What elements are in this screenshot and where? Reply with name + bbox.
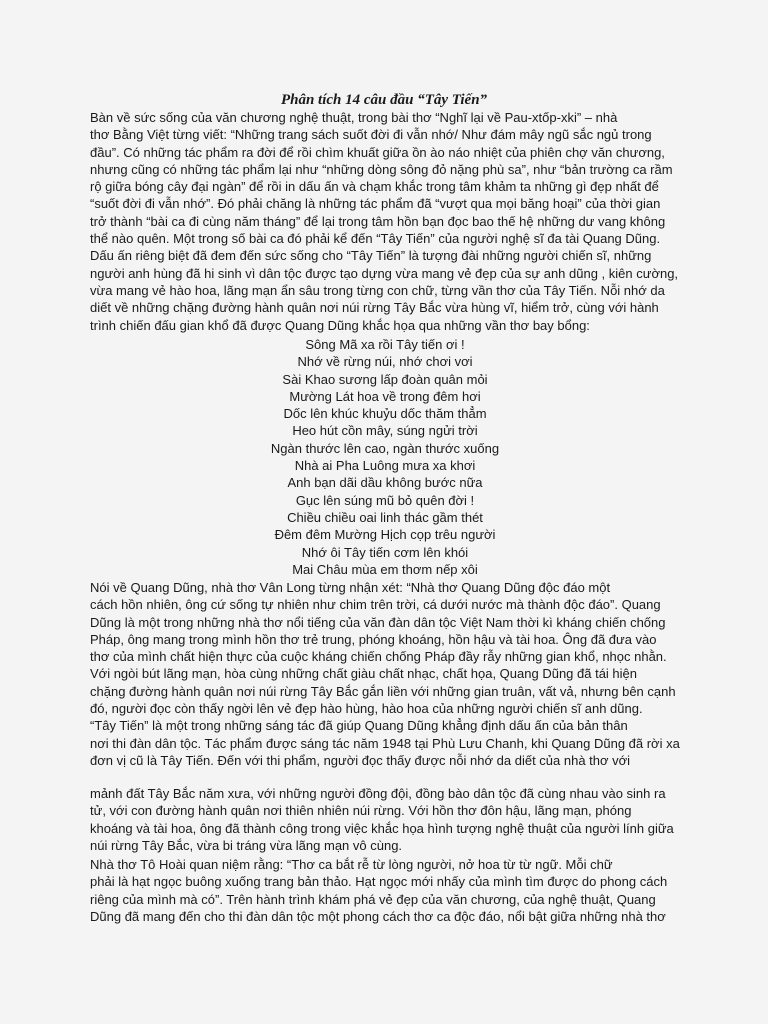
- text-line: người anh hùng đã hi sinh vì dân tộc được tạo dựng vừa mang vẻ đẹp của sự anh dũng , kiên cường,: [90, 265, 679, 281]
- text-line: Nhà thơ Tô Hoài quan niệm rằng: “Thơ ca bắt rễ từ lòng người, nở hoa từ từ ngữ. Mỗi chữ: [90, 857, 613, 872]
- poem-line: Sông Mã xa rồi Tây tiến ơi !: [305, 337, 465, 352]
- text-line: núi rừng Tây Bắc, vừa bi tráng vừa lãng mạn vô cùng.: [90, 837, 403, 853]
- text-line: Bàn về sức sống của văn chương nghệ thuật, trong bài thơ “Nghĩ lại về Pau-xtốp-xki” – nhà: [90, 110, 618, 125]
- poem-line: Chiều chiều oai linh thác gầm thét: [287, 509, 483, 525]
- text-line: “suốt đời đi vẫn nhớ”. Đó phải chăng là những tác phẩm đã “vượt qua mọi băng hoại” của thời gian: [90, 196, 661, 212]
- text-line: mảnh đất Tây Bắc năm xưa, với những người đồng đội, đồng bào dân tộc đã cùng nhau vào sinh ra: [90, 786, 666, 801]
- text-line: phải là hạt ngọc buông xuống trang bản thảo. Hạt ngọc mới nhấy của mình tìm được do phong cách: [90, 874, 668, 890]
- poem-line: Sài Khao sương lấp đoàn quân mỏi: [282, 371, 488, 387]
- poem-line: Mường Lát hoa về trong đêm hơi: [289, 388, 481, 404]
- poem-line: Đêm đêm Mường Hịch cọp trêu người: [274, 527, 496, 543]
- text-line: riêng của mình mà có”. Trên hành trình khám phá vẻ đẹp của văn chương, của nghệ thuật, Quang: [90, 891, 656, 907]
- poem-line: Ngàn thước lên cao, ngàn thước xuống: [270, 440, 500, 456]
- poem-line: Nhớ ôi Tây tiến cơm lên khói: [301, 544, 469, 560]
- text-line: nhưng cũng có những tác phẩm lại như “những dòng sông đỏ nặng phù sa”, như “bản trường ca rầm: [90, 161, 673, 177]
- text-line: Với ngòi bút lãng mạn, hòa cùng những chất giàu chất nhạc, chất họa, Quang Dũng đã tái hiện: [90, 666, 638, 682]
- body-paragraph: [90, 579, 680, 769]
- text-line: Dũng đã mang đến cho thi đàn dân tộc một phong cách thơ ca độc đáo, nổi bật giữa những nhà thơ: [90, 908, 666, 924]
- text-line: thể nào quên. Một trong số bài ca đó phải kể đến “Tây Tiến” của người nghệ sĩ đa tài Quang Dũng.: [90, 231, 661, 247]
- text-line: đơn vị cũ là Tây Tiến. Đến với thi phẩm, người đọc thấy được nỗi nhớ da diết của nhà thơ với: [90, 752, 631, 768]
- closing-paragraph: [90, 856, 680, 925]
- continued-paragraph: [90, 785, 680, 854]
- poem-line: Gục lên súng mũ bỏ quên đời !: [295, 492, 475, 508]
- text-line: rộ giữa bóng cây đại ngàn” để rồi in dấu ấn và chạm khắc trong tâm khảm ta những gì đẹp nhất để: [90, 179, 659, 195]
- text-line: nơi thi đàn dân tộc. Tác phẩm được sáng tác năm 1948 tại Phù Lưu Chanh, khi Quang Dũng đã rời xa: [90, 735, 680, 751]
- text-line: cách hồn nhiên, ông cứ sống tự nhiên như chim trên trời, cá dưới nước mà thành độc đáo”. Quang: [90, 597, 661, 613]
- document-title: Phân tích 14 câu đầu “Tây Tiến”: [280, 92, 488, 108]
- text-line: trở thành “bài ca đi cùng năm tháng” để lại trong tâm hồn bạn đọc bao thế hệ những dư vang không: [90, 213, 666, 229]
- poem-line: Anh bạn dãi dầu không bước nữa: [287, 475, 483, 491]
- text-line: thơ Bằng Việt từng viết: “Những trang sách suốt đời đi vẫn nhớ/ Như đám mây ngũ sắc ngủ trong: [90, 127, 652, 143]
- text-line: Dũng là một trong những nhà thơ nổi tiếng của văn đàn dân tộc Việt Nam thời kì kháng chiến chống: [90, 614, 666, 630]
- text-line: chặng đường hành quân nơi núi rừng Tây Bắc gắn liền với những gian truân, vất vả, nhưng bên cạnh: [90, 683, 676, 699]
- text-line: đó, người đọc còn thấy ngời lên vẻ đẹp hào hùng, hào hoa của những người chiến sĩ anh dũng.: [90, 701, 643, 717]
- poem-line: Mai Châu mùa em thơm nếp xôi: [292, 561, 478, 577]
- text-line: Dấu ấn riêng biệt đã đem đến sức sống cho “Tây Tiến” là tượng đài những người chiến sĩ, những: [90, 248, 652, 264]
- intro-paragraph: [90, 109, 680, 334]
- text-line: “Tây Tiến” là một trong những sáng tác đã giúp Quang Dũng khẳng định dấu ấn của bản thân: [90, 718, 628, 734]
- text-line: Pháp, ông mang trong mình hồn thơ trẻ trung, phóng khoáng, hồn hậu và tài hoa. Ông đã đưa vào: [90, 631, 657, 647]
- poem-line: Dốc lên khúc khuỷu dốc thăm thẳm: [283, 406, 487, 422]
- text-line: Nói về Quang Dũng, nhà thơ Vân Long từng nhận xét: “Nhà thơ Quang Dũng độc đáo một: [90, 580, 611, 595]
- poem-line: Heo hút cồn mây, súng ngửi trời: [292, 423, 478, 439]
- text-line: thơ của mình chất hiện thực của cuộc kháng chiến chống Pháp đầy rẫy những gian khổ, nhọc nhằn.: [90, 649, 667, 665]
- text-line: khoáng và tài hoa, ông đã thành công trong việc khắc họa hình tượng nghệ thuật của người lính giữa: [90, 820, 674, 836]
- text-line: trình chiến đấu gian khổ đã được Quang Dũng khắc họa qua những vần thơ bay bổng:: [90, 317, 590, 333]
- text-line: diết về những chặng đường hành quân nơi núi rừng Tây Bắc vừa hùng vĩ, hiểm trở, cùng với hành: [90, 300, 659, 316]
- poem-line: Nhà ai Pha Luông mưa xa khơi: [294, 458, 476, 474]
- text-line: vừa mang vẻ hào hoa, lãng mạn ẩn sâu trong từng con chữ, từng vần thơ của Tây Tiến. Nỗi nhớ da: [90, 282, 665, 298]
- poem-excerpt: [90, 336, 680, 578]
- poem-line: Nhớ về rừng núi, nhớ chơi vơi: [297, 354, 473, 370]
- text-line: đầu”. Có những tác phẩm ra đời để rồi chìm khuất giữa ồn ào náo nhiệt của phiên chợ văn chương,: [90, 144, 665, 160]
- text-line: tử, với con đường hành quân nơi thiên nhiên núi rừng. Với hồn thơ đôn hậu, lãng mạn, phóng: [90, 803, 632, 819]
